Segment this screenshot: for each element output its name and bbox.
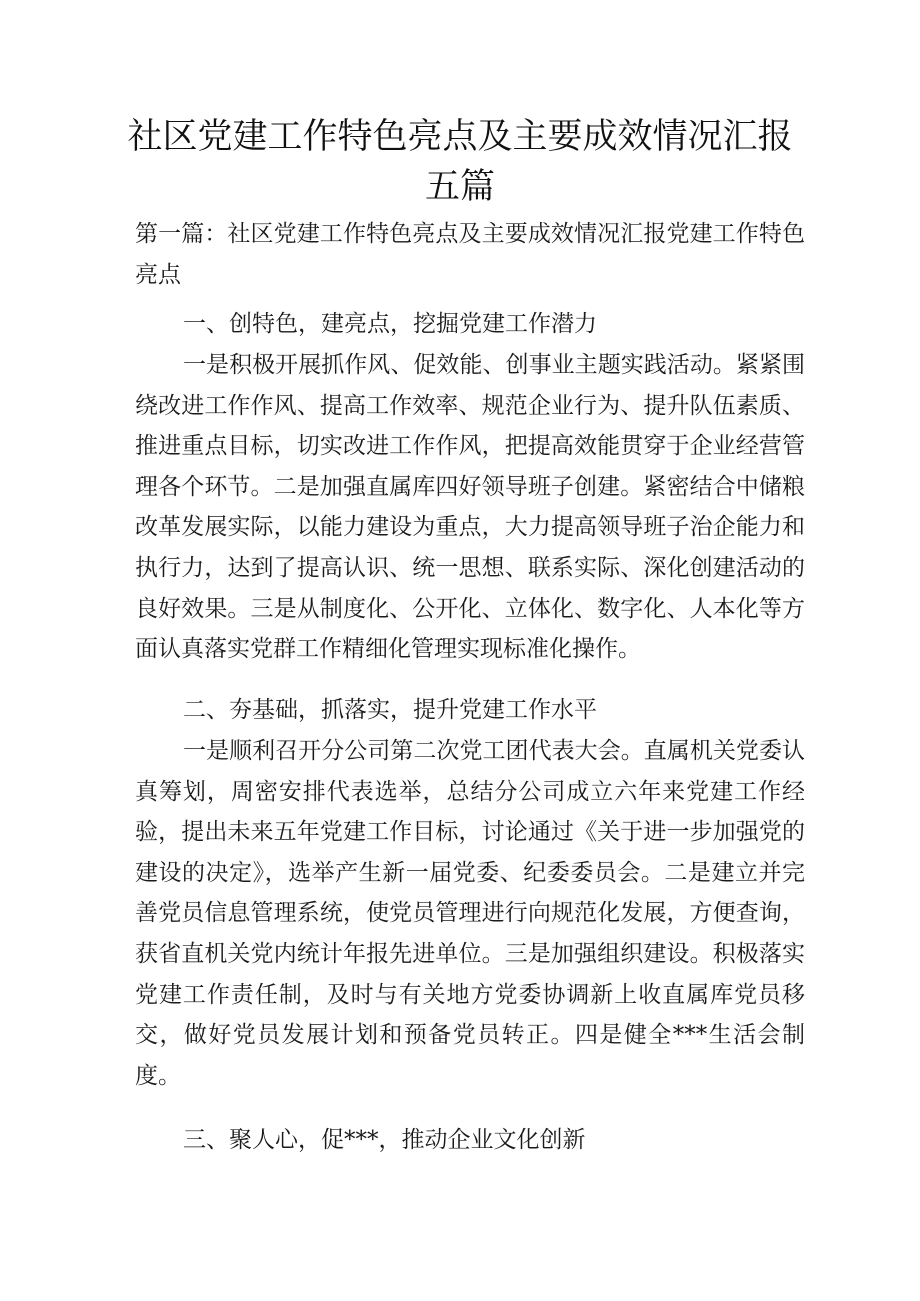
- section-heading-1: 一、创特色，建亮点，挖掘党建工作潜力: [183, 311, 597, 337]
- document-title: 社区党建工作特色亮点及主要成效情况汇报五篇: [127, 117, 793, 207]
- body-paragraph-1: 一是积极开展抓作风、促效能、创事业主题实践活动。紧紧围绕改进工作作风、提高工作效率、规范企业行为、提升队伍素质、推进重点目标，切实改进工作作风，把提高效能贯穿于企业经营管理各个环节。二是加强直属库四好领导班子创建。紧密结合中储粮改革发展实际，以能力建设为重点，大力提高领导班子治企能力和执行力，达到了提高认识、统一思想、联系实际、深化创建活动的良好效果。三是从制度化、公开化、立体化、数字化、人本化等方面认真落实党群工作精细化管理实现标准化操作。: [135, 352, 805, 663]
- section-heading-3: 三、聚人心，促***，推动企业文化创新: [183, 1127, 586, 1153]
- section-heading-2: 二、夯基础，抓落实，提升党建工作水平: [183, 697, 597, 723]
- body-paragraph-2: 一是顺利召开分公司第二次党工团代表大会。直属机关党委认真筹划，周密安排代表选举，总结分公司成立六年来党建工作经验，提出未来五年党建工作目标，讨论通过《关于进一步加强党的建设的决定》，选举产生新一届党委、纪委委员会。二是建立并完善党员信息管理系统，使党员管理进行向规范化发展，方便查询，获省直机关党内统计年报先进单位。三是加强组织建设。积极落实党建工作责任制，及时与有关地方党委协调新上收直属库党员移交，做好党员发展计划和预备党员转正。四是健全***生活会制度。: [135, 738, 805, 1089]
- document-subtitle: 第一篇：社区党建工作特色亮点及主要成效情况汇报党建工作特色亮点: [135, 221, 805, 288]
